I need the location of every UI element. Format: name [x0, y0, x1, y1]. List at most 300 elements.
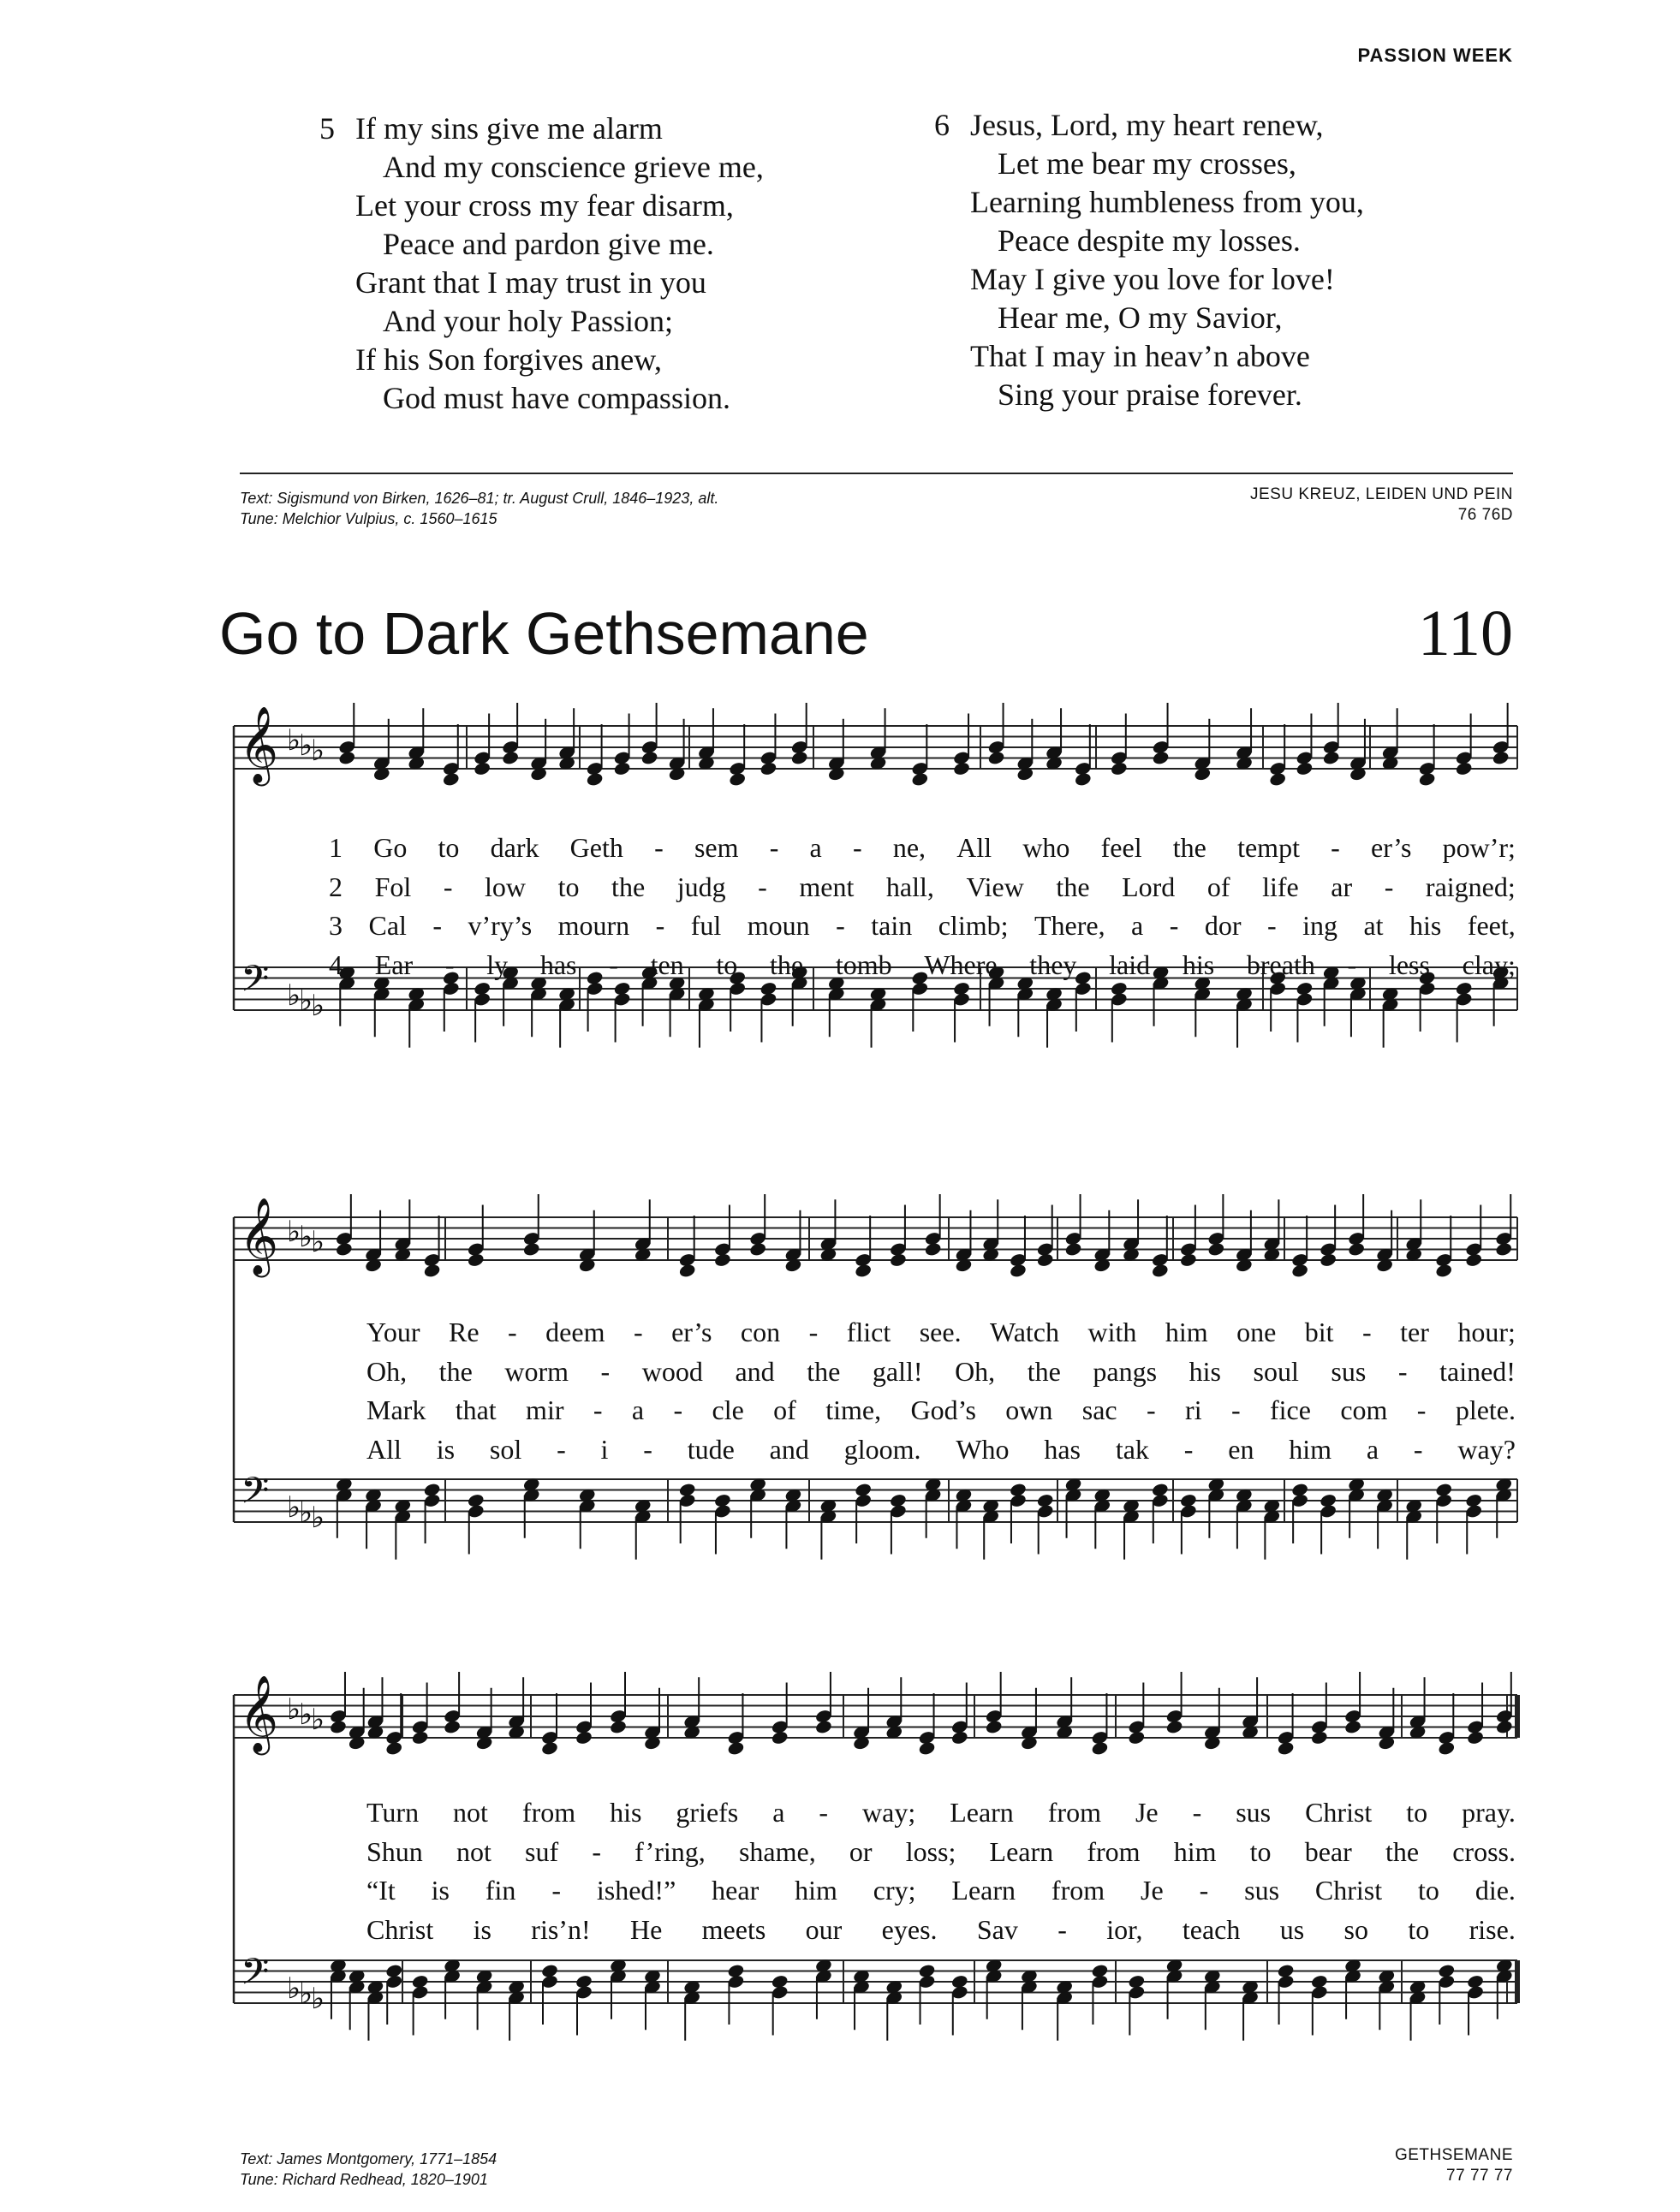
lyric-syllable: - [1397, 1355, 1408, 1387]
lyric-syllable: his [1409, 910, 1442, 941]
stanza-line: Jesus, Lord, my heart renew, [970, 108, 1324, 142]
notehead [1438, 1740, 1456, 1756]
lyric-syllable: tude [687, 1433, 735, 1465]
lyric-syllable: - [443, 871, 453, 902]
verse-row [329, 910, 1516, 942]
lyric-syllable: not [453, 1797, 488, 1828]
lyric-syllable: bit [1304, 1317, 1334, 1347]
stanza-line: Grant that I may trust in you [355, 265, 706, 300]
notehead [1495, 1241, 1513, 1257]
lyric-syllable: - [609, 948, 618, 980]
notehead [749, 1241, 767, 1257]
stanza-number: 6 [934, 108, 950, 142]
lyric-syllable: i [600, 1433, 609, 1465]
flat-icon: ♭ [287, 978, 301, 1013]
verse-row [366, 1434, 1516, 1466]
verse-row [329, 832, 1516, 864]
notehead [790, 750, 808, 765]
verse-row [366, 1317, 1516, 1348]
lyric-syllable: - [1147, 1394, 1156, 1425]
lyric-syllable: sus [1331, 1355, 1367, 1387]
lyric-syllable: Turn [366, 1797, 420, 1828]
lyric-syllable: with [1087, 1317, 1137, 1347]
lyric-syllable: He [629, 1913, 663, 1945]
lyric-syllable: fice [1269, 1394, 1311, 1425]
stanza-number: 5 [319, 111, 335, 146]
section-header: PASSION WEEK [1357, 45, 1513, 66]
notehead [1152, 750, 1170, 765]
verse-row [366, 1356, 1516, 1388]
verse-row [329, 949, 1516, 981]
stanza-line: And my conscience grieve me, [383, 150, 764, 184]
lyric-syllable: is [436, 1433, 456, 1465]
notehead [1492, 750, 1510, 765]
lyric-syllable: cry; [873, 1875, 916, 1906]
lyric-syllable: Je [1135, 1797, 1159, 1828]
notehead [540, 1740, 558, 1756]
lyric-syllable: feet, [1467, 910, 1516, 941]
lyric-syllable: his [610, 1797, 642, 1828]
lyric-syllable: has [539, 948, 577, 980]
lyric-syllable: the [438, 1355, 473, 1387]
lyric-syllable: is [431, 1875, 450, 1906]
notehead [1128, 1730, 1146, 1745]
lyric-syllable: own [1005, 1394, 1053, 1425]
lyric-syllable: - [1266, 910, 1277, 941]
lyric-syllable: sus [1236, 1797, 1272, 1828]
lyric-syllable: gloom. [843, 1433, 921, 1465]
lyric-syllable: pray. [1462, 1797, 1516, 1828]
lyric-syllable: Where [924, 948, 998, 980]
lyric-syllable: ful [690, 910, 722, 941]
lyric-syllable: - [593, 1394, 603, 1425]
lyric-syllable: Learn [951, 1875, 1016, 1906]
lyric-syllable: of [773, 1394, 796, 1425]
lyric-syllable: gall! [872, 1355, 923, 1387]
flat-icon: ♭ [299, 728, 313, 763]
lyric-syllable: - [673, 1394, 683, 1425]
verse-row [366, 1875, 1516, 1906]
lyric-syllable: to [1249, 1835, 1272, 1867]
notehead [1036, 1252, 1054, 1268]
notehead [473, 761, 491, 776]
tune-credit: Tune: Richard Redhead, 1820–1901 [240, 2171, 488, 2188]
lyric-syllable: cle [712, 1394, 744, 1425]
notehead [985, 1719, 1003, 1734]
lyric-syllable: the [1385, 1835, 1420, 1867]
stanza-line: Peace despite my losses. [998, 223, 1301, 258]
lyric-syllable: him [1289, 1433, 1332, 1465]
lyric-syllable: sac [1081, 1394, 1117, 1425]
lyric-syllable: to [716, 948, 738, 980]
notehead [1418, 771, 1436, 787]
lyric-syllable: at [1363, 910, 1384, 941]
notehead [854, 1263, 872, 1278]
lyric-syllable: to [1408, 1913, 1430, 1945]
treble-clef-icon: 𝄞 [239, 1198, 279, 1275]
lyric-syllable: - [654, 832, 664, 863]
notehead [442, 771, 460, 787]
stanza-line: Learning humbleness from you, [970, 185, 1364, 219]
lyric-syllable: less [1388, 948, 1430, 980]
lyric-syllable: Oh, [366, 1355, 408, 1387]
lyric-syllable: or [849, 1835, 873, 1867]
lyric-syllable: - [432, 910, 443, 941]
lyric-syllable: Learn [950, 1797, 1014, 1828]
lyric-syllable: us [1279, 1913, 1305, 1945]
lyric-syllable: - [1169, 910, 1179, 941]
flat-icon: ♭ [311, 1703, 325, 1737]
lyric-syllable: en [1228, 1433, 1254, 1465]
notehead [1074, 771, 1092, 787]
lyric-syllable: the [1027, 1355, 1061, 1387]
notehead [771, 1730, 789, 1745]
notehead [1091, 1740, 1109, 1756]
lyric-syllable: - [551, 1875, 561, 1906]
lyric-syllable: cross. [1452, 1835, 1516, 1867]
notehead [911, 771, 929, 787]
lyric-syllable: eyes. [881, 1913, 938, 1945]
notehead [1151, 1263, 1169, 1278]
lyric-syllable: mourn [557, 910, 630, 941]
stanza-line: May I give you love for love! [970, 262, 1335, 296]
verse-row [366, 1394, 1516, 1426]
lyric-syllable: from [1087, 1835, 1141, 1867]
stanza-line: That I may in heav’n above [970, 339, 1310, 373]
notehead [1296, 761, 1314, 776]
lyric-syllable: shame, [738, 1835, 816, 1867]
lyric-syllable: his [1182, 948, 1215, 980]
text-credit: Text: Sigismund von Birken, 1626–81; tr. August Crull, 1846–1923, alt. [240, 490, 719, 507]
flat-icon: ♭ [311, 1982, 325, 2016]
lyric-syllable: him [1165, 1317, 1208, 1347]
lyric-syllable: Shun [366, 1835, 423, 1867]
lyric-syllable: breath [1246, 948, 1315, 980]
lyric-syllable: his [1189, 1355, 1221, 1387]
notehead [727, 1740, 745, 1756]
lyric-syllable: - [1347, 948, 1357, 980]
lyric-syllable: - [1416, 1394, 1427, 1425]
lyric-syllable: 2 [329, 871, 343, 902]
lyric-syllable: has [1044, 1433, 1081, 1465]
notehead [613, 761, 631, 776]
flat-icon: ♭ [299, 1220, 313, 1254]
bass-clef-icon: 𝄢 [241, 1470, 270, 1521]
notehead [1064, 1241, 1082, 1257]
notehead [1435, 1263, 1453, 1278]
lyric-syllable: pangs [1093, 1355, 1158, 1387]
lyric-syllable: ris’n! [531, 1913, 591, 1945]
lyric-syllable: 4 [329, 948, 343, 980]
verse-row [366, 1797, 1516, 1828]
lyric-syllable: meets [701, 1913, 766, 1945]
lyric-syllable: - [1230, 1394, 1241, 1425]
lyric-syllable: tain [871, 910, 913, 941]
lyric-syllable: - [1199, 1875, 1209, 1906]
lyric-syllable: Christ [1305, 1797, 1373, 1828]
lyric-syllable: v’ry’s [468, 910, 533, 941]
notehead [1465, 1252, 1483, 1268]
notehead [1179, 1252, 1197, 1268]
lyric-syllable: - [655, 910, 665, 941]
lyric-syllable: to [1418, 1875, 1439, 1906]
lyric-syllable: feel [1100, 832, 1142, 863]
lyric-syllable: teach [1182, 1913, 1241, 1945]
bass-clef-icon: 𝄢 [241, 1951, 270, 2002]
tune-credit: Tune: Melchior Vulpius, c. 1560–1615 [240, 510, 497, 527]
lyric-syllable: suf [525, 1835, 559, 1867]
notehead [1277, 1740, 1295, 1756]
lyric-syllable: - [1192, 1797, 1202, 1828]
notehead [1466, 1730, 1484, 1745]
lyric-syllable: they [1029, 948, 1077, 980]
lyric-syllable: to [1406, 1797, 1428, 1828]
lyric-syllable: Mark [366, 1394, 426, 1425]
lyric-syllable: com [1340, 1394, 1388, 1425]
lyric-syllable: ished!” [596, 1875, 676, 1906]
flat-icon: ♭ [311, 1225, 325, 1259]
lyric-syllable: the [611, 871, 646, 902]
stanza-line: If his Son forgives anew, [355, 342, 662, 377]
lyric-syllable: clay; [1462, 948, 1516, 980]
notehead [329, 1719, 347, 1734]
lyric-syllable: Lord [1122, 871, 1176, 902]
lyric-syllable: laid [1109, 948, 1151, 980]
lyric-syllable: ter [1400, 1317, 1429, 1347]
lyric-syllable: Re [449, 1317, 480, 1347]
lyric-syllable: die. [1474, 1875, 1516, 1906]
notehead [338, 750, 356, 765]
lyric-syllable: ing [1302, 910, 1337, 941]
lyric-syllable: Cal [368, 910, 407, 941]
notehead [678, 1263, 696, 1278]
treble-clef-icon: 𝄞 [239, 1675, 279, 1752]
lyric-syllable: hall, [885, 871, 934, 902]
lyric-syllable: Geth [569, 832, 623, 863]
lyric-syllable: - [758, 871, 767, 902]
lyric-syllable: View [966, 871, 1024, 902]
lyric-syllable: Fol [374, 871, 412, 902]
lyric-syllable: plete. [1455, 1394, 1516, 1425]
lyric-syllable: Oh, [955, 1355, 996, 1387]
notehead [443, 1719, 461, 1734]
notehead [1290, 1263, 1308, 1278]
lyric-syllable: ment [799, 871, 855, 902]
lyric-syllable: All [366, 1433, 402, 1465]
lyric-syllable: is [473, 1913, 491, 1945]
lyric-syllable: a [631, 1394, 645, 1425]
lyric-syllable: deem [545, 1317, 605, 1347]
lyric-syllable: climb; [938, 910, 1009, 941]
lyric-syllable: the [1172, 832, 1206, 863]
notehead [1347, 1241, 1365, 1257]
notehead [640, 750, 658, 765]
tune-name: JESU KREUZ, LEIDEN UND PEIN [1250, 485, 1513, 503]
lyric-syllable: sol [489, 1433, 522, 1465]
hymn-tune-info [1395, 2145, 1513, 2186]
lyric-syllable: - [1331, 832, 1340, 863]
lyric-syllable: - [769, 832, 779, 863]
lyric-syllable: - [508, 1317, 517, 1347]
tune-name: GETHSEMANE [1394, 2146, 1513, 2164]
notehead [1009, 1263, 1027, 1278]
notehead [522, 1241, 540, 1257]
flat-icon: ♭ [299, 1698, 313, 1732]
flat-icon: ♭ [287, 1692, 301, 1727]
lyric-syllable: - [557, 1433, 566, 1465]
lyric-syllable: Your [366, 1317, 420, 1347]
lyric-syllable: - [808, 1317, 819, 1347]
lyric-syllable: hear [712, 1875, 760, 1906]
lyric-syllable: Learn [989, 1835, 1054, 1867]
lyric-syllable: - [592, 1835, 601, 1867]
hymn-credits [240, 2149, 497, 2190]
notehead [1495, 1719, 1513, 1734]
lyric-syllable: a [1131, 910, 1144, 941]
lyric-syllable: moun [747, 910, 810, 941]
lyric-syllable: that [455, 1394, 497, 1425]
lyric-syllable: - [1183, 1433, 1194, 1465]
lyric-syllable: tak [1115, 1433, 1149, 1465]
stanza-line: Peace and pardon give me. [383, 227, 714, 261]
lyric-syllable: dark [490, 832, 539, 863]
lyric-syllable: Sav [976, 1913, 1018, 1945]
lyric-syllable: way; [862, 1797, 916, 1828]
notehead [987, 750, 1005, 765]
notehead [814, 1719, 832, 1734]
notehead [411, 1730, 429, 1745]
stanza-line: Hear me, O my Savior, [998, 300, 1283, 335]
flat-icon: ♭ [287, 1971, 301, 2006]
notehead [501, 750, 519, 765]
notehead [609, 1719, 627, 1734]
lyric-syllable: hour; [1457, 1317, 1516, 1347]
notehead [1455, 761, 1473, 776]
lyric-syllable: f’ring, [634, 1835, 706, 1867]
lyric-syllable: not [456, 1835, 491, 1867]
notehead [1110, 761, 1128, 776]
lyric-syllable: who [1022, 832, 1070, 863]
lyric-syllable: the [770, 948, 804, 980]
lyric-syllable: tomb [835, 948, 892, 980]
text-credit: Text: James Montgomery, 1771–1854 [240, 2150, 497, 2167]
lyric-syllable: - [633, 1317, 643, 1347]
notehead [760, 761, 777, 776]
notehead [950, 1730, 968, 1745]
notehead [952, 761, 970, 776]
lyric-syllable: of [1206, 871, 1230, 902]
lyric-syllable: Go [373, 832, 408, 863]
lyric-syllable: from [1047, 1797, 1101, 1828]
lyric-syllable: to [557, 871, 580, 902]
lyric-syllable: from [1051, 1875, 1105, 1906]
lyric-syllable: - [852, 832, 862, 863]
lyric-syllable: sus [1244, 1875, 1280, 1906]
stanza-line: God must have compassion. [383, 381, 730, 415]
lyric-syllable: - [600, 1355, 611, 1387]
lyric-syllable: our [805, 1913, 843, 1945]
lyric-syllable: Je [1141, 1875, 1164, 1906]
lyric-syllable: from [521, 1797, 576, 1828]
flat-icon: ♭ [287, 723, 301, 758]
lyric-syllable: the [807, 1355, 841, 1387]
lyric-syllable: dor [1204, 910, 1242, 941]
treble-clef-icon: 𝄞 [239, 706, 279, 783]
lyric-syllable: fin [485, 1875, 516, 1906]
lyric-syllable: and [769, 1433, 809, 1465]
lyric-syllable: - [819, 1797, 829, 1828]
lyric-syllable: God’s [910, 1394, 976, 1425]
flat-icon: ♭ [311, 734, 325, 768]
lyric-syllable: er’s [671, 1317, 712, 1347]
notehead [467, 1252, 485, 1268]
lyric-syllable: to [438, 832, 460, 863]
lyric-syllable: pow’r; [1442, 832, 1516, 863]
lyric-syllable: ly [486, 948, 509, 980]
lyric-syllable: loss; [905, 1835, 956, 1867]
notehead [1319, 1252, 1337, 1268]
notehead [1269, 771, 1287, 787]
lyric-syllable: - [836, 910, 845, 941]
lyric-syllable: - [444, 948, 455, 980]
lyric-syllable: - [1057, 1913, 1067, 1945]
lyric-syllable: - [1361, 1317, 1372, 1347]
meter: 77 77 77 [1446, 2167, 1513, 2185]
lyric-syllable: wood [641, 1355, 703, 1387]
stanza-line: Let me bear my crosses, [998, 146, 1296, 181]
hymn-number: 110 [1417, 598, 1513, 669]
lyric-syllable: Christ [366, 1913, 434, 1945]
flat-icon: ♭ [299, 1495, 313, 1530]
lyric-syllable: All [956, 832, 992, 863]
lyric-syllable: Watch [990, 1317, 1059, 1347]
lyric-syllable: con [740, 1317, 781, 1347]
lyric-syllable: 3 [329, 910, 343, 941]
verse-row [366, 1836, 1516, 1868]
lyric-syllable: so [1343, 1913, 1368, 1945]
notehead [924, 1241, 942, 1257]
stanza-line: And your holy Passion; [383, 304, 674, 338]
lyric-syllable: one [1236, 1317, 1277, 1347]
lyric-syllable: Christ [1314, 1875, 1383, 1906]
lyric-syllable: a [772, 1797, 785, 1828]
lyric-syllable: mir [526, 1394, 564, 1425]
notehead [423, 1263, 441, 1278]
flat-icon: ♭ [299, 1977, 313, 2011]
meter: 76 76D [1457, 506, 1513, 524]
lyric-syllable: rise. [1469, 1913, 1516, 1945]
lyric-syllable: and [735, 1355, 775, 1387]
lyric-syllable: the [1056, 871, 1090, 902]
lyric-syllable: Who [956, 1433, 1010, 1465]
verse-row [329, 871, 1516, 903]
lyric-syllable: Ear [374, 948, 414, 980]
lyric-syllable: ten [650, 948, 684, 980]
lyric-syllable: - [643, 1433, 652, 1465]
lyric-syllable: - [1384, 871, 1394, 902]
notehead [918, 1740, 936, 1756]
flat-icon: ♭ [287, 1215, 301, 1249]
lyric-syllable: judg [676, 871, 726, 902]
lyric-syllable: griefs [676, 1797, 739, 1828]
notehead [729, 771, 747, 787]
notehead [889, 1252, 907, 1268]
lyric-syllable: raigned; [1425, 871, 1516, 902]
lyric-syllable: a [809, 832, 822, 863]
lyric-syllable: ri [1185, 1394, 1202, 1425]
lyric-syllable: a [1366, 1433, 1379, 1465]
notehead [335, 1241, 353, 1257]
